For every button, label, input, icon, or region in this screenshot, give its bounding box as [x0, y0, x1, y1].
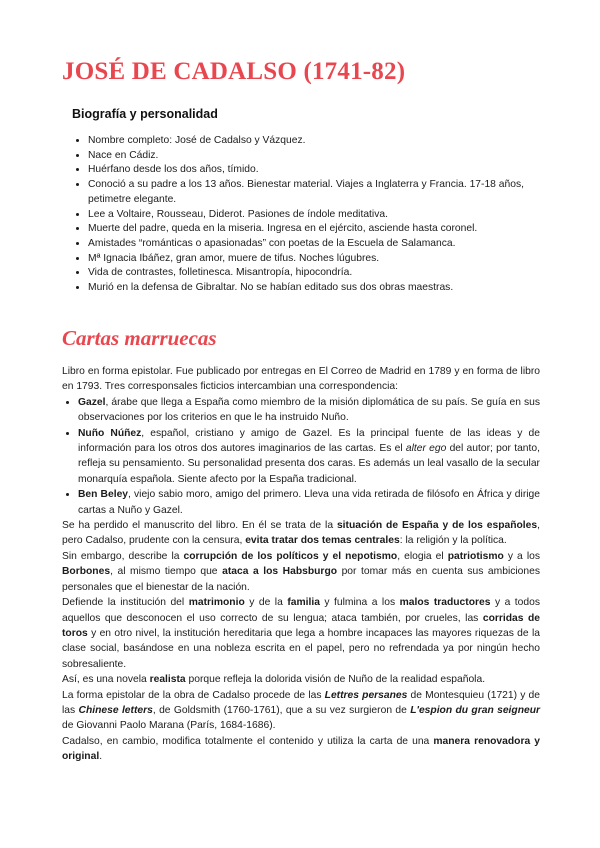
text-span: La forma epistolar de la obra de Cadalso procede de las [62, 689, 325, 701]
character-description: del autor; por tanto, refleja su pensamiento. Su personalidad presenta dos caras. Es además un leal vasallo de la secular monarquía española. Siente afecto por la España tradicional. [78, 443, 540, 485]
bold-text: malos traductores [399, 597, 491, 609]
bold-text: patriotismo [447, 550, 504, 562]
list-item [78, 487, 540, 518]
text-span: Sin embargo, describe la [62, 550, 184, 562]
character-description: , árabe que llega a España como miembro de la misión diplomática de su país. Se guía en sus observaciones por los criterios en que le ha instruido Nuño. [78, 396, 540, 424]
paragraph-defense [62, 595, 540, 672]
bold-text: evita tratar dos temas centrales [245, 535, 400, 547]
text-span: : la religión y la política. [399, 535, 507, 547]
text-span: . [99, 751, 103, 763]
list-item [78, 426, 540, 488]
text-span: , de Goldsmith (1760-1761), que a su vez surgieron de [152, 704, 411, 716]
text-span: porque refleja la dolorida visión de Nuño de la realidad española. [185, 674, 486, 686]
list-item: • Conoció a su padre a los 13 años. Bienestar material. Viajes a Inglaterra y Francia. 17-18 años, petimetre elegante. [88, 178, 558, 207]
bold-text: realista [149, 674, 186, 686]
bold-italic-title: Lettres persanes [324, 689, 408, 701]
emphasis-text: alter ego [405, 443, 447, 455]
paragraph-theme [62, 518, 540, 549]
bold-italic-title: L'espion du gran seigneur [410, 704, 541, 716]
paragraph-sources [62, 688, 540, 734]
text-span: Defiende la institución del [62, 597, 189, 609]
bold-text: matrimonio [188, 597, 245, 609]
bio-heading: Biografía y personalidad [72, 107, 218, 121]
bold-text: familia [287, 597, 320, 609]
list-item: • Mª Ignacia Ibáñez, gran amor, muere de tifus. Noches lúgubres. [88, 252, 558, 267]
text-span: Así, es una novela [62, 674, 150, 686]
paragraph-realism [62, 672, 540, 687]
text-span: de Giovanni Paolo Marana (París, 1684-1686). [62, 720, 276, 732]
intro-paragraph: Libro en forma epistolar. Fue publicado por entregas en El Correo de Madrid en 1789 y en forma de libro en 1793. Tres corresponsales ficticios intercambian una correspondencia: [62, 366, 540, 393]
bold-text: corrupción de los políticos y el nepotismo [183, 550, 398, 562]
characters-list [62, 395, 540, 518]
bold-text: manera renovadora y original [62, 735, 540, 763]
bold-text: ataca a los Habsburgo [222, 566, 338, 578]
list-item: • Huérfano desde los dos años, tímido. [88, 163, 558, 178]
text-span: y fulmina a los [319, 597, 400, 609]
list-item: • Nace en Cádiz. [88, 149, 558, 164]
bold-text: situación de España y de los españoles [336, 520, 538, 532]
list-item [78, 395, 540, 426]
bold-text: corridas de toros [62, 612, 540, 639]
section-title: Cartas marruecas [62, 326, 217, 350]
character-description: , viejo sabio moro, amigo del primero. Lleva una vida retirada de filósofo en África y dirige cartas a Nuño y Gazel. [78, 489, 540, 516]
body-text [62, 364, 540, 765]
list-item: • Nombre completo: José de Cadalso y Vázquez. [88, 134, 558, 149]
text-span: Se ha perdido el manuscrito del libro. En él se trata de la [62, 520, 337, 532]
page-title: JOSÉ DE CADALSO (1741-82) [62, 58, 406, 85]
list-item: • Amistades “románticas o apasionadas” con poetas de la Escuela de Salamanca. [88, 237, 558, 252]
list-item: • Vida de contrastes, folletinesca. Misantropía, hipocondría. [88, 266, 558, 281]
text-span: y a los [503, 550, 541, 562]
character-name: Ben Beley [78, 489, 129, 501]
text-span: y de la [244, 597, 288, 609]
text-span: Cadalso, en cambio, modifica totalmente el contenido y utiliza la carta de una [62, 735, 434, 747]
text-span: y a todos aquellos que desconocen el uso correcto de su lengua; ataca también, por crueles, las [62, 597, 540, 624]
text-span: , pero Cadalso, prudente con la censura, [62, 520, 540, 547]
list-item: • Muerte del padre, queda en la miseria. Ingresa en el ejército, asciende hasta coronel. [88, 222, 558, 237]
list-item: • Murió en la defensa de Gibraltar. No se habían editado sus dos obras maestras. [88, 281, 558, 296]
list-item: • Lee a Voltaire, Rousseau, Diderot. Pasiones de índole meditativa. [88, 208, 558, 223]
bio-list [72, 134, 558, 296]
bold-text: Borbones [62, 566, 111, 578]
character-name: Nuño Núñez [78, 427, 142, 439]
text-span: , al mismo tiempo que [110, 566, 223, 578]
text-span: y en otro nivel, la institución hereditaria que lega a hombre incapaces las mayores riquezas de la clase social, basándose en una nobleza escrita en el papel, pero no refrendada ya por ningún hecho sobresaliente. [62, 627, 540, 670]
text-span: por tomar más en cuenta sus ambiciones personales que el bienestar de la nación. [62, 566, 540, 593]
text-span: , elogia el [397, 550, 448, 562]
text-span: de Montesquieu (1721) y de las [62, 689, 540, 716]
bold-italic-title: Chinese letters [78, 704, 153, 716]
paragraph-originality [62, 734, 540, 765]
character-description: , español, cristiano y amigo de Gazel. Es la principal fuente de las ideas y de información para los otros dos autores imaginarios de las cartas. Es el [78, 427, 541, 455]
paragraph-criticism [62, 549, 540, 595]
character-name: Gazel [78, 396, 106, 408]
